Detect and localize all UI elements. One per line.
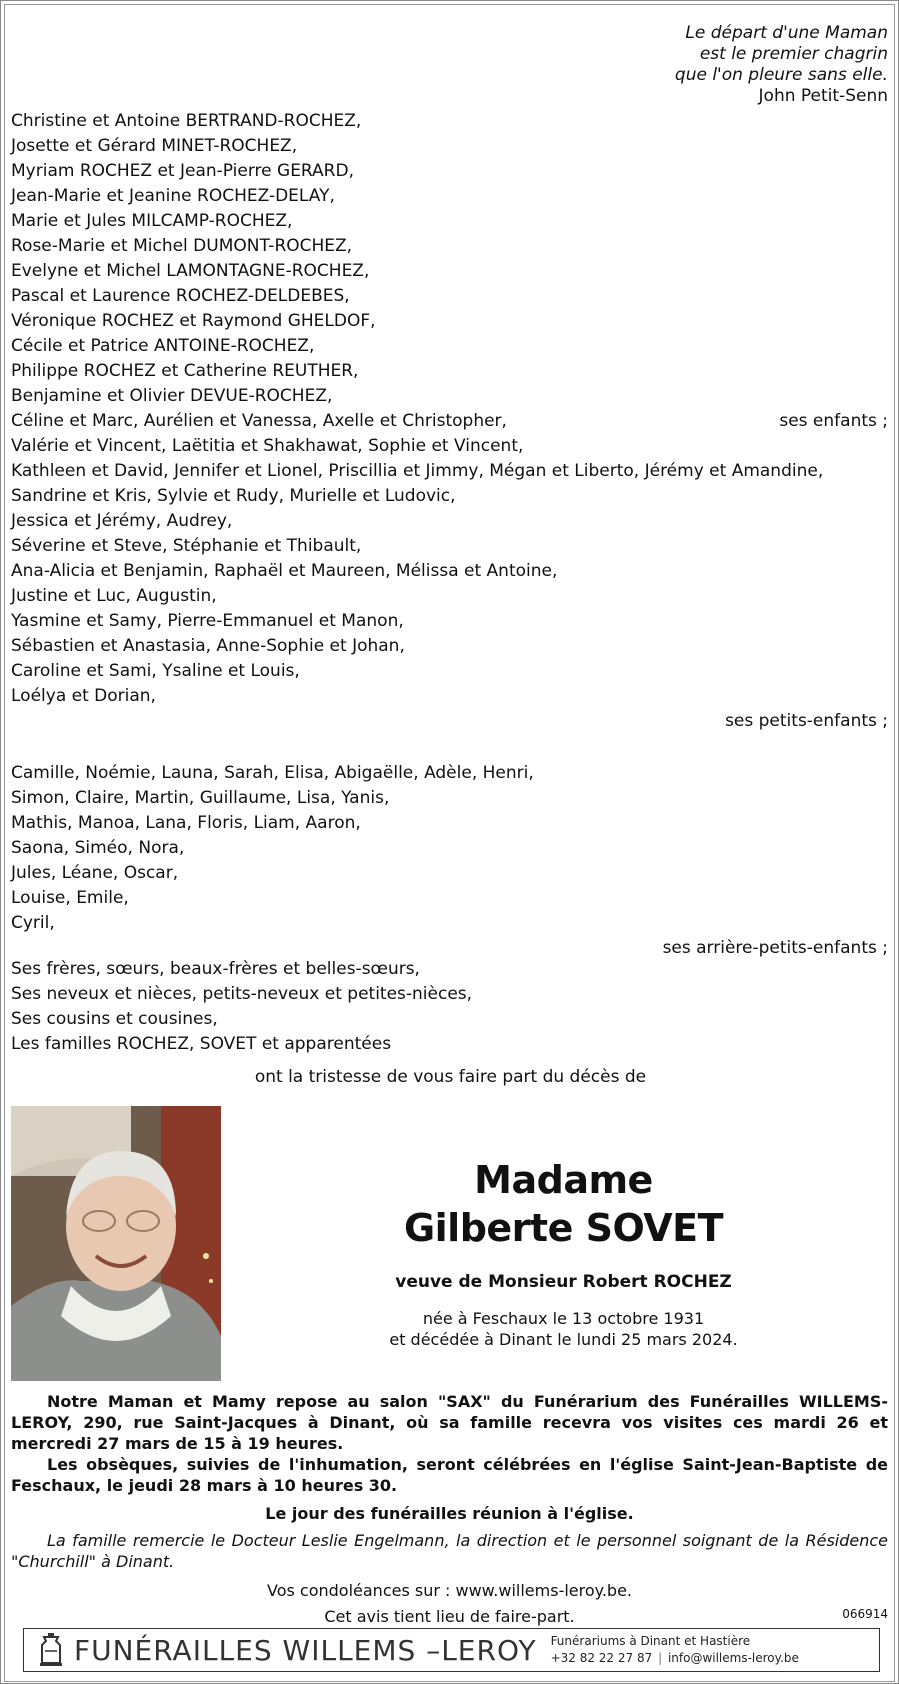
name-line: Yasmine et Samy, Pierre-Emmanuel et Manon, [11,611,404,631]
name-line: Ana-Alicia et Benjamin, Raphaël et Maureen, Mélissa et Antoine, [11,561,558,581]
funeral-home-contact [551,1633,799,1667]
name-line: Ses neveux et nièces, petits-neveux et petites-nièces, [11,984,473,1004]
deceased-name: Gilberte SOVET [403,1206,724,1250]
name-line: Louise, Emile, [11,888,129,908]
name-line: Evelyne et Michel LAMONTAGNE-ROCHEZ, [11,261,370,281]
name-line: Benjamine et Olivier DEVUE-ROCHEZ, [11,386,333,406]
quote-line: que l'on pleure sans elle. [674,65,888,85]
phone: +32 82 22 27 87 [550,1651,653,1665]
name-line: Christine et Antoine BERTRAND-ROCHEZ, [11,111,362,131]
name-line: Pascal et Laurence ROCHEZ-DELDEBES, [11,286,350,306]
thanks-text: La famille remercie le Docteur Leslie Engelmann, la direction et le personnel soignant de la Résidence "Churchill" à Dinant. [11,1531,888,1571]
name-line: Les familles ROCHEZ, SOVET et apparentées [11,1034,392,1054]
relationship-label: ses petits-enfants ; [725,711,888,731]
quote-line: Le départ d'une Maman [685,23,888,43]
visitation-text: Notre Maman et Mamy repose au salon "SAX" du Funérarium des Funérailles WILLEMS-LEROY, 290, rue Saint-Jacques à Dinant, où sa famille recevra vos visites ces mardi 26 et mercredi 27 mars de 15 à 19 heures. [11,1392,888,1453]
name-line: Saona, Siméo, Nora, [11,838,185,858]
deceased-block [341,1156,786,1350]
name-line: Caroline et Sami, Ysaline et Louis, [11,661,300,681]
name-line: Cyril, [11,913,55,933]
relationship-label: ses enfants ; [779,411,888,431]
great-grandchildren-list [11,761,888,961]
meeting-text: Le jour des funérailles réunion à l'église. [265,1504,634,1523]
name-line: Ses cousins et cousines, [11,1009,218,1029]
quote-block [675,23,888,107]
deceased-title: Madame [474,1158,653,1202]
portrait-photo [11,1106,221,1381]
name-line: Sandrine et Kris, Sylvie et Rudy, Murielle et Ludovic, [11,486,456,506]
condolences-text: Vos condoléances sur : www.willems-leroy.be. [267,1581,632,1600]
name-line: Véronique ROCHEZ et Raymond GHELDOF, [11,311,376,331]
funeral-home-banner [23,1628,880,1672]
name-line: Kathleen et David, Jennifer et Lionel, Priscillia et Jimmy, Mégan et Liberto, Jérémy et Amandine, [11,461,824,481]
name-line: Valérie et Vincent, Laëtitia et Shakhawat, Sophie et Vincent, [11,436,524,456]
children-list [11,109,888,434]
funeral-home-name: FUNÉRAILLES WILLEMS –LEROY [74,1633,537,1667]
name-line: Jules, Léane, Oscar, [11,863,179,883]
contact-separator: | [658,1651,663,1665]
announcement: ont la tristesse de vous faire part du décès de [254,1067,647,1087]
death-info: et décédée à Dinant le lundi 25 mars 2024. [389,1330,738,1349]
name-line: Myriam ROCHEZ et Jean-Pierre GERARD, [11,161,354,181]
name-line: Séverine et Steve, Stéphanie et Thibault, [11,536,362,556]
quote-author: John Petit-Senn [758,86,888,106]
name-line: Céline et Marc, Aurélien et Vanessa, Axelle et Christopher, [11,411,507,431]
widow-of: veuve de Monsieur Robert ROCHEZ [395,1272,732,1292]
name-line: Josette et Gérard MINET-ROCHEZ, [11,136,298,156]
name-line: Jessica et Jérémy, Audrey, [11,511,233,531]
email-link[interactable]: info@willems-leroy.be [667,1651,799,1665]
relationship-label: ses arrière-petits-enfants ; [662,938,888,958]
birth-info: née à Feschaux le 13 octobre 1931 [422,1309,705,1328]
urn-icon [34,1631,68,1669]
quote-line: est le premier chagrin [699,44,888,64]
other-relatives-list [11,957,888,1057]
name-line: Simon, Claire, Martin, Guillaume, Lisa, Yanis, [11,788,390,808]
name-line: Rose-Marie et Michel DUMONT-ROCHEZ, [11,236,353,256]
name-line: Camille, Noémie, Launa, Sarah, Elisa, Abigaëlle, Adèle, Henri, [11,763,534,783]
name-line: Marie et Jules MILCAMP-ROCHEZ, [11,211,293,231]
notice-text: Cet avis tient lieu de faire-part. [324,1607,575,1626]
locations: Funérariums à Dinant et Hastière [550,1634,751,1648]
name-line: Cécile et Patrice ANTOINE-ROCHEZ, [11,336,315,356]
notice-code: 066914 [842,1607,888,1621]
name-line: Philippe ROCHEZ et Catherine REUTHER, [11,361,359,381]
funeral-text: Les obsèques, suivies de l'inhumation, seront célébrées en l'église Saint-Jean-Baptiste de Feschaux, le jeudi 28 mars à 10 heures 30. [11,1455,888,1495]
funeral-details [11,1391,888,1630]
name-line: Loélya et Dorian, [11,686,156,706]
name-line: Justine et Luc, Augustin, [11,586,217,606]
grandchildren-list [11,409,888,734]
name-line: Mathis, Manoa, Lana, Floris, Liam, Aaron, [11,813,361,833]
name-line: Sébastien et Anastasia, Anne-Sophie et Johan, [11,636,405,656]
name-line: Jean-Marie et Jeanine ROCHEZ-DELAY, [11,186,335,206]
name-line: Ses frères, sœurs, beaux-frères et belles-sœurs, [11,959,420,979]
